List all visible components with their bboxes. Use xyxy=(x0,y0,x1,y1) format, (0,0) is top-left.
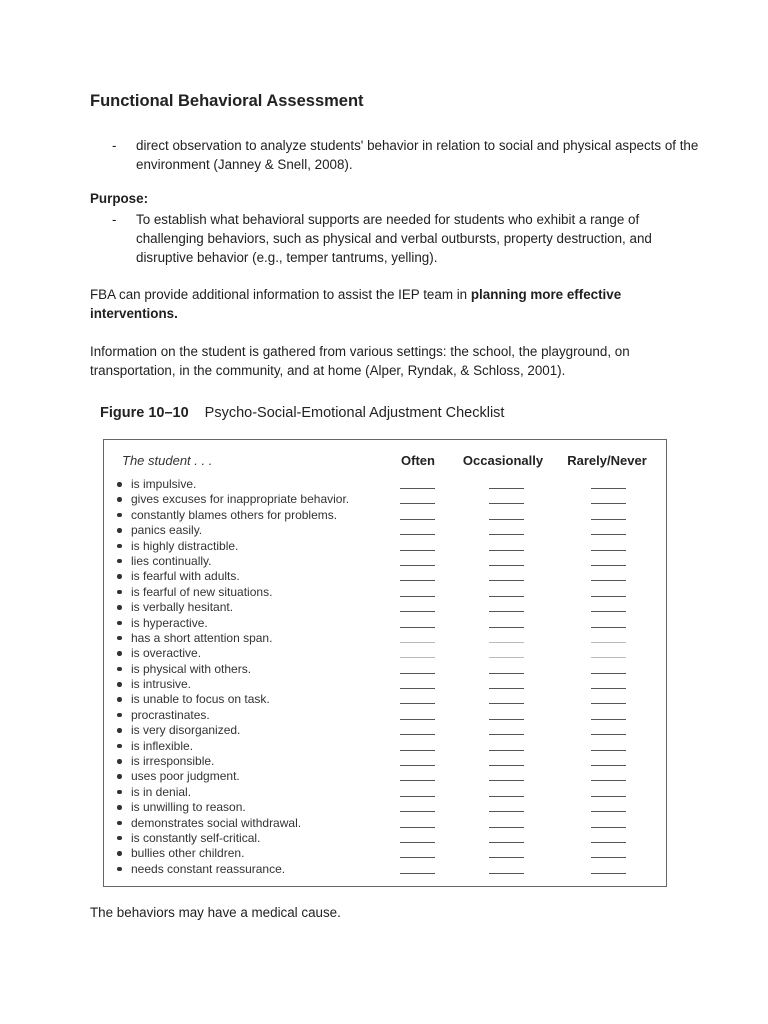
occasionally-blank[interactable] xyxy=(489,842,524,843)
rarely-never-blank[interactable] xyxy=(591,519,626,520)
header-rarely-never: Rarely/Never xyxy=(567,453,647,468)
often-blank[interactable] xyxy=(400,719,435,720)
purpose-heading: Purpose: xyxy=(90,191,149,206)
rarely-never-blank[interactable] xyxy=(591,580,626,581)
occasionally-blank[interactable] xyxy=(489,534,524,535)
checklist-row xyxy=(104,862,666,877)
bullet-dot-icon xyxy=(117,697,122,702)
bullet-dot-icon xyxy=(117,836,122,841)
checklist-item-label: needs constant reassurance. xyxy=(131,861,286,876)
checklist-item-label: is highly distractible. xyxy=(131,538,239,553)
often-blank[interactable] xyxy=(400,565,435,566)
rarely-never-blank[interactable] xyxy=(591,534,626,535)
rarely-never-blank[interactable] xyxy=(591,596,626,597)
fba-text: FBA can provide additional information to assist the IEP team in xyxy=(90,287,471,302)
checklist-row xyxy=(104,600,666,615)
header-student: The student . . . xyxy=(122,453,213,468)
often-blank[interactable] xyxy=(400,796,435,797)
occasionally-blank[interactable] xyxy=(489,827,524,828)
dash-marker: - xyxy=(112,212,117,227)
fba-emphasis: planning more effective interventions. xyxy=(90,287,622,321)
occasionally-blank[interactable] xyxy=(489,596,524,597)
often-blank[interactable] xyxy=(400,811,435,812)
rarely-never-blank[interactable] xyxy=(591,642,626,643)
often-blank[interactable] xyxy=(400,642,435,643)
occasionally-blank[interactable] xyxy=(489,519,524,520)
rarely-never-blank[interactable] xyxy=(591,873,626,874)
occasionally-blank[interactable] xyxy=(489,580,524,581)
checklist-item-label: bullies other children. xyxy=(131,846,245,861)
figure-caption xyxy=(100,405,504,421)
bullet-dot-icon xyxy=(117,728,122,733)
checklist-item-label: is constantly self-critical. xyxy=(131,830,261,845)
often-blank[interactable] xyxy=(400,596,435,597)
checklist-item-label: is hyperactive. xyxy=(131,615,208,630)
checklist-item-label: is overactive. xyxy=(131,646,202,661)
checklist-row xyxy=(104,831,666,846)
checklist-row xyxy=(104,800,666,815)
checklist-item-label: is fearful of new situations. xyxy=(131,584,273,599)
often-blank[interactable] xyxy=(400,550,435,551)
page-title: Functional Behavioral Assessment xyxy=(90,92,364,110)
rarely-never-blank[interactable] xyxy=(591,688,626,689)
rarely-never-blank[interactable] xyxy=(591,550,626,551)
occasionally-blank[interactable] xyxy=(489,765,524,766)
occasionally-blank[interactable] xyxy=(489,565,524,566)
checklist-row xyxy=(104,523,666,538)
occasionally-blank[interactable] xyxy=(489,550,524,551)
checklist-item-label: is unwilling to reason. xyxy=(131,800,246,815)
checklist-item-label: is verbally hesitant. xyxy=(131,600,234,615)
dash-marker: - xyxy=(112,138,117,153)
bullet-dot-icon xyxy=(117,805,122,810)
occasionally-blank[interactable] xyxy=(489,796,524,797)
checklist-row xyxy=(104,723,666,738)
checklist-item-label: is fearful with adults. xyxy=(131,569,240,584)
often-blank[interactable] xyxy=(400,857,435,858)
checklist-item-label: is intrusive. xyxy=(131,677,192,692)
occasionally-blank[interactable] xyxy=(489,488,524,489)
often-blank[interactable] xyxy=(400,765,435,766)
checklist-row xyxy=(104,708,666,723)
rarely-never-blank[interactable] xyxy=(591,827,626,828)
checklist-row xyxy=(104,816,666,831)
checklist-item-label: is irresponsible. xyxy=(131,754,215,769)
bullet-dot-icon xyxy=(117,482,122,487)
bullet-dot-icon xyxy=(117,821,122,826)
occasionally-blank[interactable] xyxy=(489,811,524,812)
checklist-row xyxy=(104,585,666,600)
occasionally-blank[interactable] xyxy=(489,734,524,735)
often-blank[interactable] xyxy=(400,580,435,581)
often-blank[interactable] xyxy=(400,703,435,704)
often-blank[interactable] xyxy=(400,503,435,504)
header-often: Often xyxy=(401,453,435,468)
often-blank[interactable] xyxy=(400,688,435,689)
checklist-item-label: gives excuses for inappropriate behavior. xyxy=(131,492,350,507)
occasionally-blank[interactable] xyxy=(489,688,524,689)
often-blank[interactable] xyxy=(400,734,435,735)
checklist-item-label: is physical with others. xyxy=(131,661,252,676)
occasionally-blank[interactable] xyxy=(489,642,524,643)
bullet-dot-icon xyxy=(117,774,122,779)
rarely-never-blank[interactable] xyxy=(591,503,626,504)
checklist-item-label: uses poor judgment. xyxy=(131,769,240,784)
occasionally-blank[interactable] xyxy=(489,657,524,658)
checklist-row xyxy=(104,631,666,646)
occasionally-blank[interactable] xyxy=(489,611,524,612)
checklist-item-label: lies continually. xyxy=(131,553,212,568)
figure-number: Figure 10–10 xyxy=(100,405,189,421)
fba-paragraph xyxy=(90,285,680,323)
checklist-item-label: is very disorganized. xyxy=(131,723,241,738)
often-blank[interactable] xyxy=(400,873,435,874)
occasionally-blank[interactable] xyxy=(489,719,524,720)
purpose-bullet xyxy=(90,210,700,267)
occasionally-blank[interactable] xyxy=(489,780,524,781)
checklist-row xyxy=(104,662,666,677)
checklist-item-label: is inflexible. xyxy=(131,738,194,753)
info-paragraph: Information on the student is gathered from various settings: the school, the playground, on transportation, in the community, and at home (Alper, Ryndak, & Schloss, 2001). xyxy=(90,344,630,378)
checklist-box xyxy=(103,439,667,887)
checklist-row xyxy=(104,569,666,584)
bullet-dot-icon xyxy=(117,621,122,626)
rarely-never-blank[interactable] xyxy=(591,796,626,797)
occasionally-blank[interactable] xyxy=(489,627,524,628)
bullet-dot-icon xyxy=(117,574,122,579)
checklist-item-label: constantly blames others for problems. xyxy=(131,507,338,522)
often-blank[interactable] xyxy=(400,842,435,843)
checklist-item-label: is impulsive. xyxy=(131,477,197,491)
occasionally-blank[interactable] xyxy=(489,873,524,874)
bullet-dot-icon xyxy=(117,682,122,687)
checklist-item-label: is in denial. xyxy=(131,784,192,799)
checklist-rows xyxy=(104,477,666,877)
checklist-item-label: is unable to focus on task. xyxy=(131,692,270,707)
rarely-never-blank[interactable] xyxy=(591,780,626,781)
rarely-never-blank[interactable] xyxy=(591,857,626,858)
often-blank[interactable] xyxy=(400,519,435,520)
checklist-row xyxy=(104,554,666,569)
checklist-row xyxy=(104,769,666,784)
checklist-row xyxy=(104,477,666,492)
rarely-never-blank[interactable] xyxy=(591,842,626,843)
bullet-dot-icon xyxy=(117,559,122,564)
rarely-never-blank[interactable] xyxy=(591,703,626,704)
rarely-never-blank[interactable] xyxy=(591,657,626,658)
checklist-row xyxy=(104,646,666,661)
bullet-dot-icon xyxy=(117,497,122,502)
rarely-never-blank[interactable] xyxy=(591,734,626,735)
closing-text: The behaviors may have a medical cause. xyxy=(90,905,341,920)
checklist-item-label: panics easily. xyxy=(131,523,203,538)
often-blank[interactable] xyxy=(400,673,435,674)
rarely-never-blank[interactable] xyxy=(591,719,626,720)
purpose-text: To establish what behavioral supports are needed for students who exhibit a range of challenging behaviors, such as physical and verbal outbursts, property destruction, and disruptive behavior (e.g., temper tantrums, yelling). xyxy=(136,212,652,265)
checklist-row xyxy=(104,754,666,769)
checklist-row xyxy=(104,692,666,707)
checklist-item-label: procrastinates. xyxy=(131,707,210,722)
checklist-row xyxy=(104,508,666,523)
occasionally-blank[interactable] xyxy=(489,673,524,674)
rarely-never-blank[interactable] xyxy=(591,611,626,612)
occasionally-blank[interactable] xyxy=(489,750,524,751)
checklist-row xyxy=(104,739,666,754)
often-blank[interactable] xyxy=(400,488,435,489)
checklist-row xyxy=(104,846,666,861)
bullet-dot-icon xyxy=(117,605,122,610)
definition-bullet xyxy=(90,136,700,174)
checklist-item-label: demonstrates social withdrawal. xyxy=(131,815,302,830)
checklist-item-label: has a short attention span. xyxy=(131,630,273,645)
often-blank[interactable] xyxy=(400,627,435,628)
bullet-dot-icon xyxy=(117,867,122,872)
occasionally-blank[interactable] xyxy=(489,703,524,704)
bullet-dot-icon xyxy=(117,513,122,518)
bullet-dot-icon xyxy=(117,744,122,749)
rarely-never-blank[interactable] xyxy=(591,765,626,766)
occasionally-blank[interactable] xyxy=(489,503,524,504)
bullet-dot-icon xyxy=(117,636,122,641)
bullet-dot-icon xyxy=(117,790,122,795)
rarely-never-blank[interactable] xyxy=(591,811,626,812)
rarely-never-blank[interactable] xyxy=(591,673,626,674)
bullet-dot-icon xyxy=(117,713,122,718)
checklist-row xyxy=(104,677,666,692)
checklist-row xyxy=(104,539,666,554)
header-occasionally: Occasionally xyxy=(462,453,544,468)
bullet-dot-icon xyxy=(117,590,122,595)
bullet-dot-icon xyxy=(117,651,122,656)
rarely-never-blank[interactable] xyxy=(591,488,626,489)
rarely-never-blank[interactable] xyxy=(591,750,626,751)
often-blank[interactable] xyxy=(400,827,435,828)
checklist-row xyxy=(104,616,666,631)
rarely-never-blank[interactable] xyxy=(591,565,626,566)
often-blank[interactable] xyxy=(400,780,435,781)
checklist-row xyxy=(104,492,666,507)
bullet-dot-icon xyxy=(117,544,122,549)
checklist-row xyxy=(104,785,666,800)
rarely-never-blank[interactable] xyxy=(591,627,626,628)
often-blank[interactable] xyxy=(400,657,435,658)
often-blank[interactable] xyxy=(400,750,435,751)
bullet-dot-icon xyxy=(117,667,122,672)
often-blank[interactable] xyxy=(400,611,435,612)
often-blank[interactable] xyxy=(400,534,435,535)
bullet-dot-icon xyxy=(117,851,122,856)
figure-title: Psycho-Social-Emotional Adjustment Checklist xyxy=(204,405,505,421)
bullet-dot-icon xyxy=(117,528,122,533)
occasionally-blank[interactable] xyxy=(489,857,524,858)
definition-text: direct observation to analyze students' behavior in relation to social and physical aspects of the environment (Janney & Snell, 2008). xyxy=(136,138,699,172)
bullet-dot-icon xyxy=(117,759,122,764)
